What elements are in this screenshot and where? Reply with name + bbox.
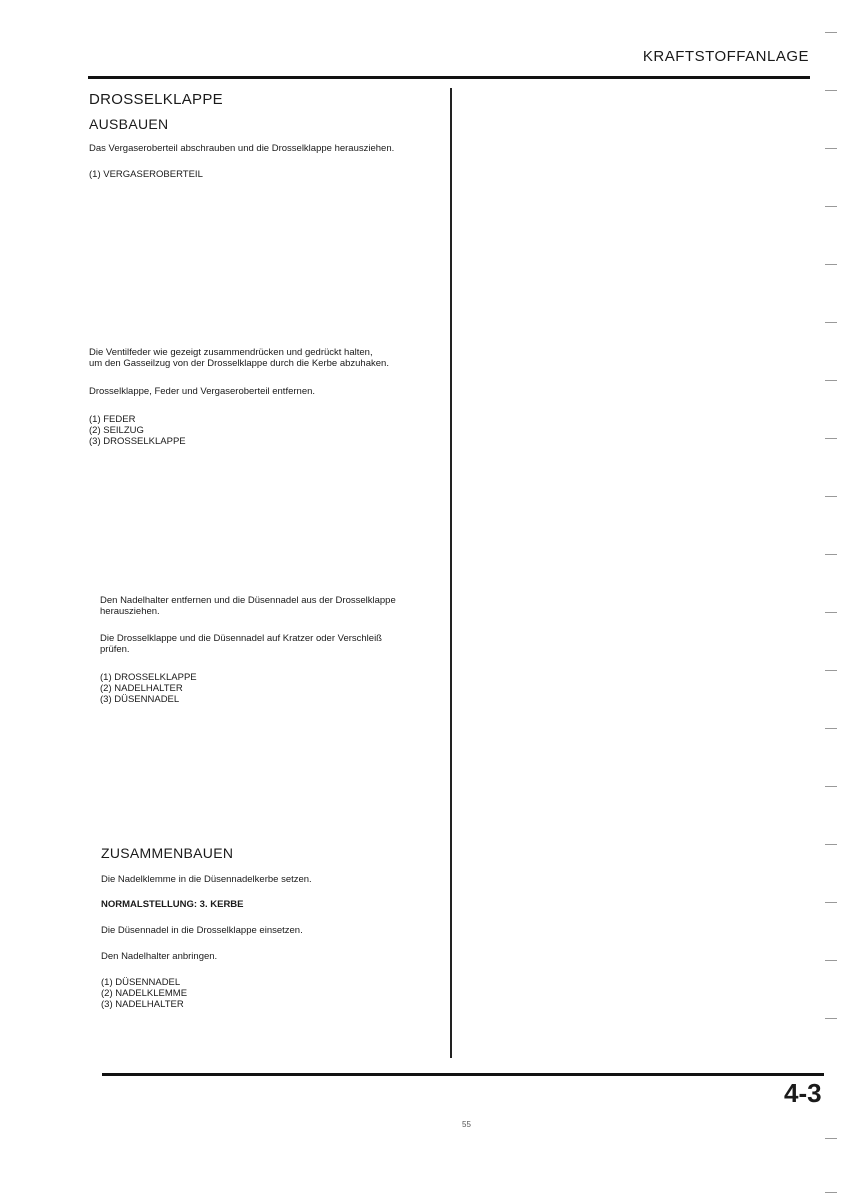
text-line: Die Ventilfeder wie gezeigt zusammendrücken und gedrückt halten, <box>89 347 373 358</box>
edge-mark <box>825 32 837 33</box>
list-item: (1) VERGASEROBERTEIL <box>89 169 203 180</box>
instruction-text: Drosselklappe, Feder und Vergaseroberteil entfernen. <box>89 386 316 397</box>
edge-mark <box>825 670 837 671</box>
edge-mark <box>825 1018 837 1019</box>
edge-mark <box>825 148 837 149</box>
edge-mark <box>825 322 837 323</box>
edge-mark <box>825 554 837 555</box>
instruction-text: Das Vergaseroberteil abschrauben und die Drosselklappe herausziehen. <box>89 143 395 154</box>
bottom-rule <box>102 1073 824 1076</box>
label-list <box>100 672 197 705</box>
column-divider <box>450 88 452 1058</box>
edge-mark <box>825 786 837 787</box>
section-title: ZUSAMMENBAUEN <box>101 845 234 861</box>
list-item: (1) FEDER <box>89 414 136 425</box>
section-subtitle: AUSBAUEN <box>89 116 169 132</box>
edge-mark <box>825 1138 837 1139</box>
instruction-text <box>100 595 445 617</box>
instruction-text <box>100 633 445 655</box>
list-item: (3) NADELHALTER <box>101 999 184 1010</box>
label-list <box>89 169 203 180</box>
text-line: Die Drosselklappe und die Düsennadel auf Kratzer oder Verschleiß <box>100 633 382 644</box>
edge-mark <box>825 902 837 903</box>
edge-mark <box>825 960 837 961</box>
edge-mark <box>825 380 837 381</box>
instruction-text: Den Nadelhalter anbringen. <box>101 951 218 962</box>
list-item: (2) SEILZUG <box>89 425 144 436</box>
edge-mark <box>825 728 837 729</box>
edge-mark <box>825 496 837 497</box>
instruction-text: Die Nadelklemme in die Düsennadelkerbe setzen. <box>101 874 312 885</box>
text-line: Den Nadelhalter entfernen und die Düsennadel aus der Drosselklappe <box>100 595 396 606</box>
page-number: 4-3 <box>784 1078 822 1108</box>
list-item: (2) NADELHALTER <box>100 683 183 694</box>
specification-text: NORMALSTELLUNG: 3. KERBE <box>101 899 244 910</box>
edge-mark <box>825 844 837 845</box>
label-list <box>89 414 186 447</box>
list-item: (1) DROSSELKLAPPE <box>100 672 197 683</box>
footer-mark: 55 <box>462 1120 471 1129</box>
edge-mark <box>825 264 837 265</box>
edge-mark <box>825 90 837 91</box>
page-header-title: KRAFTSTOFFANLAGE <box>642 48 809 65</box>
list-item: (3) DROSSELKLAPPE <box>89 436 186 447</box>
label-list <box>101 977 187 1010</box>
edge-mark <box>825 438 837 439</box>
list-item: (2) NADELKLEMME <box>101 988 188 999</box>
top-rule <box>88 76 810 79</box>
edge-mark <box>825 1192 837 1193</box>
text-line: herausziehen. <box>100 606 160 617</box>
text-line: prüfen. <box>100 644 130 655</box>
edge-mark <box>825 206 837 207</box>
list-item: (1) DÜSENNADEL <box>101 977 181 988</box>
list-item: (3) DÜSENNADEL <box>100 694 180 705</box>
section-title: DROSSELKLAPPE <box>89 91 223 108</box>
instruction-text: Die Düsennadel in die Drosselklappe einsetzen. <box>101 925 303 936</box>
instruction-text <box>89 347 449 369</box>
edge-mark <box>825 612 837 613</box>
text-line: um den Gasseilzug von der Drosselklappe durch die Kerbe abzuhaken. <box>89 358 389 369</box>
